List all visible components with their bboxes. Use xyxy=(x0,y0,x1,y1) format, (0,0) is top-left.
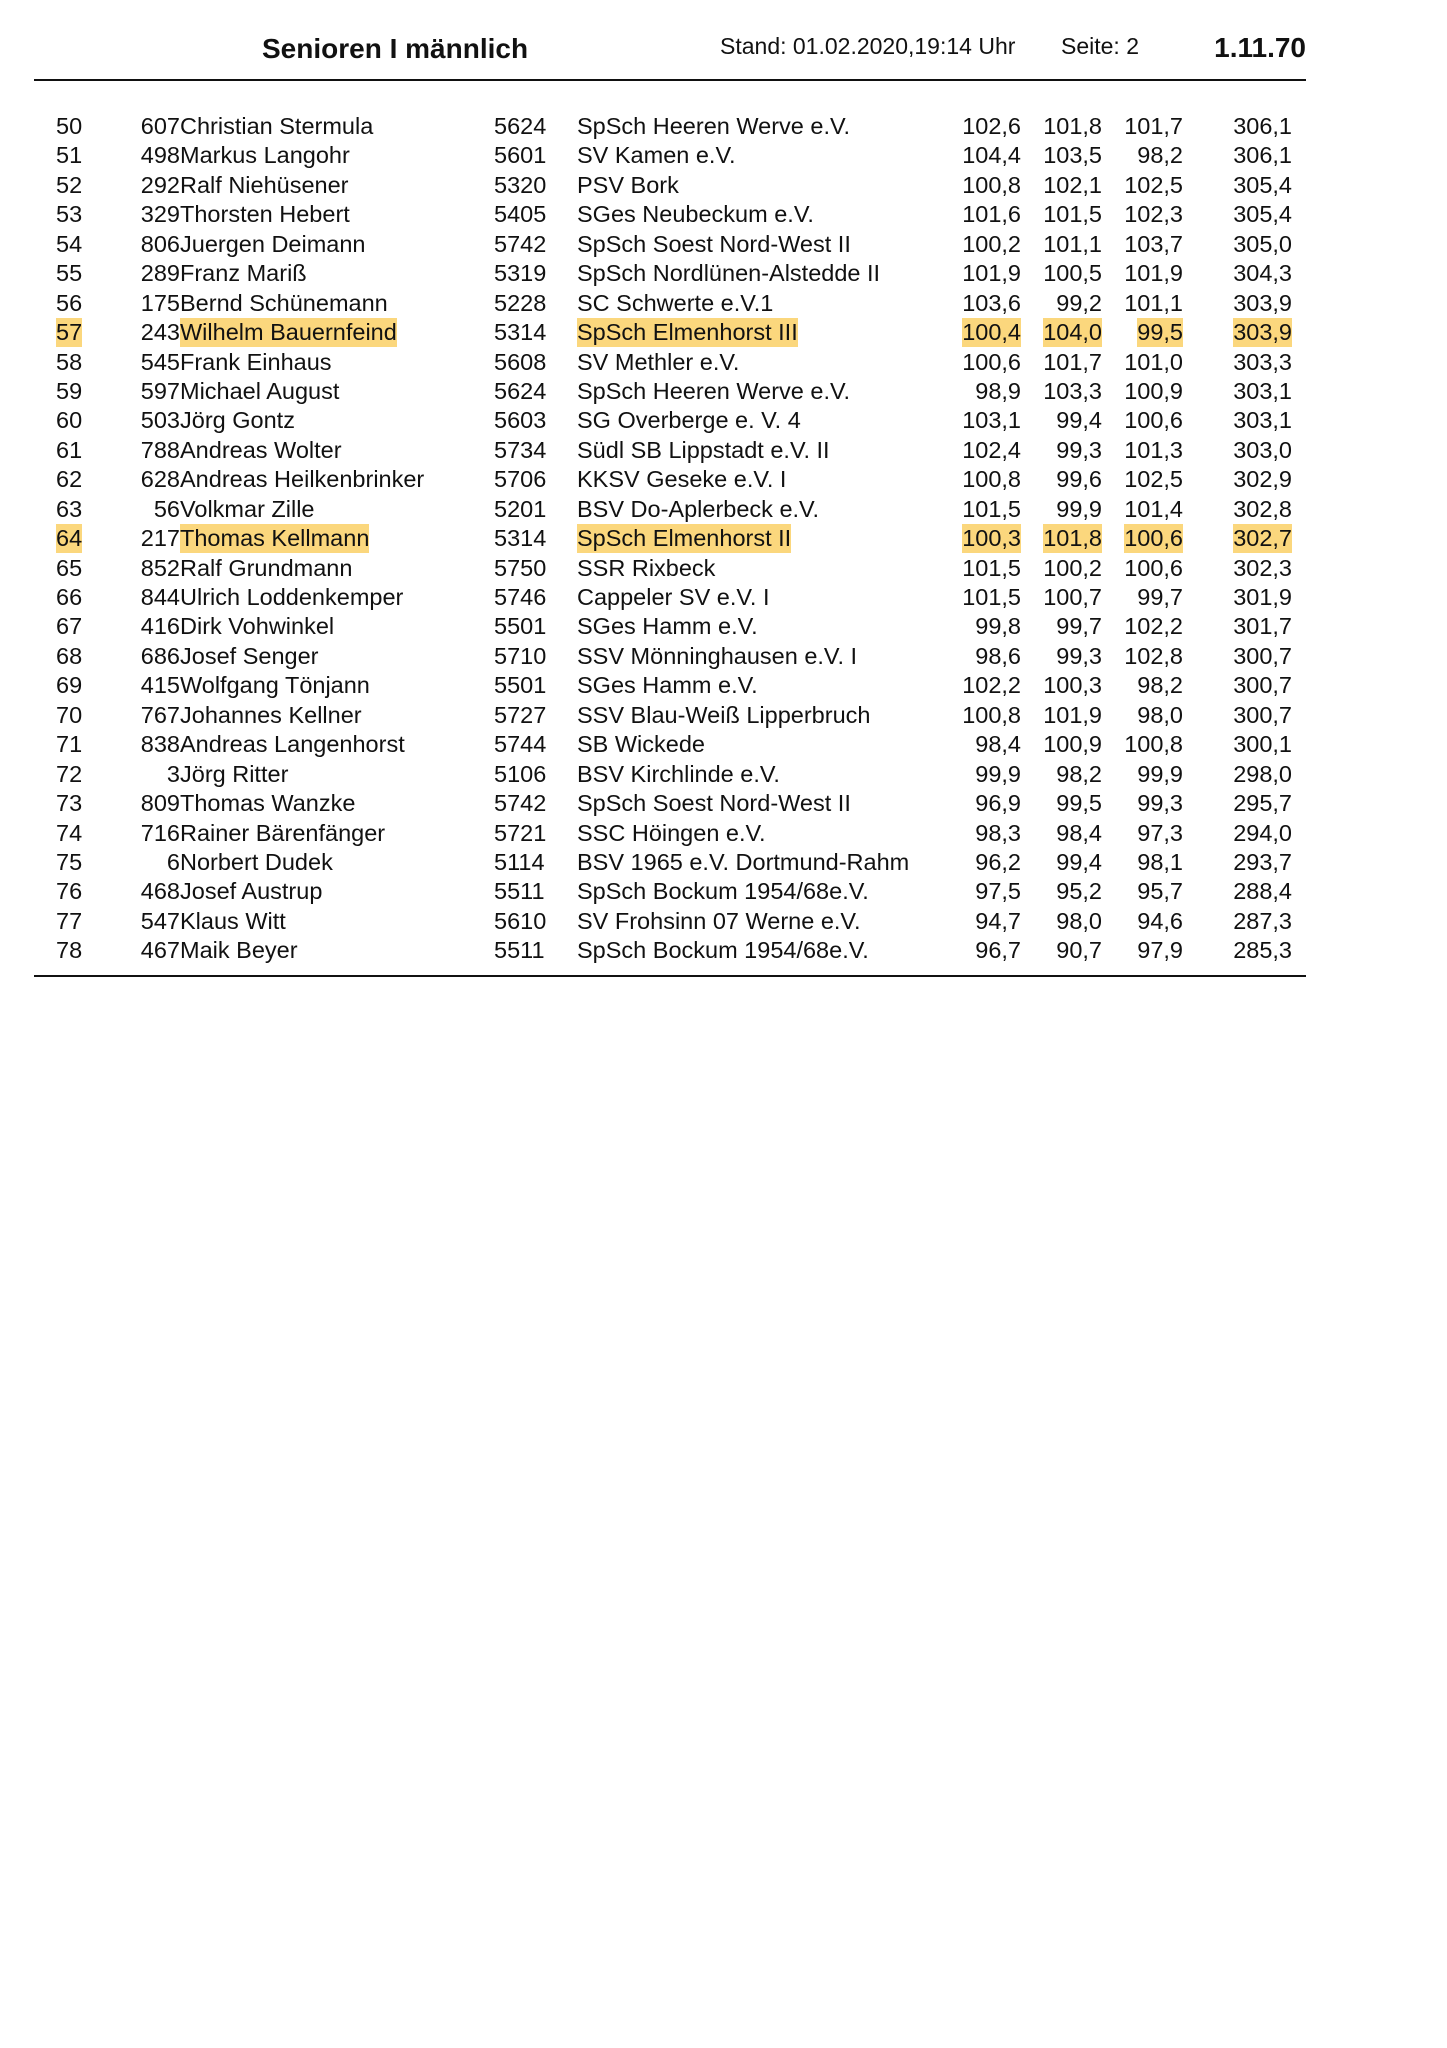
start-number-cell: 217 xyxy=(140,525,180,552)
club-name-cell: SSR Rixbeck xyxy=(577,554,716,581)
series-2-cell: 100,9 xyxy=(1043,731,1102,758)
series-2-cell: 95,2 xyxy=(1056,878,1102,905)
series-1-cell: 100,2 xyxy=(962,230,1021,257)
series-2-cell: 99,7 xyxy=(1056,613,1102,640)
table-row xyxy=(34,495,1306,524)
series-2-cell: 101,1 xyxy=(1043,230,1102,257)
club-name-cell: SSV Blau-Weiß Lipperbruch xyxy=(577,701,871,728)
series-3-cell: 99,7 xyxy=(1137,584,1183,610)
series-3-cell: 99,3 xyxy=(1137,790,1183,817)
rank-cell: 55 xyxy=(56,260,83,287)
table-row xyxy=(34,348,1306,377)
series-3-cell: 99,9 xyxy=(1137,760,1183,787)
series-2-cell: 103,5 xyxy=(1043,142,1102,169)
series-2-cell: 100,5 xyxy=(1043,260,1102,287)
start-number-cell: 243 xyxy=(140,319,180,346)
series-1-cell: 97,5 xyxy=(975,878,1021,905)
rank-cell: 54 xyxy=(56,230,83,257)
start-number-cell: 716 xyxy=(140,819,180,846)
start-number-cell: 844 xyxy=(140,584,180,610)
club-name-cell: BSV 1965 e.V. Dortmund-Rahm xyxy=(577,848,910,875)
total-cell: 306,1 xyxy=(1233,142,1292,169)
shooter-name-cell: Norbert Dudek xyxy=(180,848,333,875)
series-1-cell: 103,6 xyxy=(962,289,1021,316)
shooter-name-cell: Ralf Grundmann xyxy=(180,554,353,581)
shooter-name-cell: Juergen Deimann xyxy=(180,230,366,257)
club-name-cell: SpSch Nordlünen-Alstedde II xyxy=(577,260,881,287)
series-1-cell: 96,2 xyxy=(975,848,1021,875)
series-3-cell: 100,8 xyxy=(1124,731,1183,758)
total-cell: 300,7 xyxy=(1233,672,1292,699)
total-cell: 305,4 xyxy=(1233,171,1292,198)
category-code: 1.11.70 xyxy=(1214,32,1306,63)
club-name-cell: KKSV Geseke e.V. I xyxy=(577,466,787,493)
series-3-cell: 97,9 xyxy=(1137,937,1183,964)
start-number-cell: 597 xyxy=(140,377,180,404)
club-number-cell: 5314 xyxy=(494,319,547,346)
club-number-cell: 5201 xyxy=(494,495,547,522)
table-row xyxy=(34,819,1306,848)
rank-cell: 63 xyxy=(56,495,83,522)
rank-cell: 69 xyxy=(56,672,83,699)
series-3-cell: 102,5 xyxy=(1124,171,1183,198)
series-2-cell: 101,9 xyxy=(1043,701,1102,728)
table-row xyxy=(34,760,1306,789)
series-1-cell: 96,7 xyxy=(975,937,1021,964)
club-name-cell: SpSch Elmenhorst III xyxy=(577,319,798,346)
stand-timestamp: Stand: 01.02.2020,19:14 Uhr xyxy=(720,33,1016,59)
start-number-cell: 788 xyxy=(140,436,180,463)
series-3-cell: 100,9 xyxy=(1124,377,1183,404)
series-3-cell: 94,6 xyxy=(1137,907,1183,934)
table-row xyxy=(34,848,1306,877)
series-1-cell: 100,6 xyxy=(962,348,1021,375)
total-cell: 288,4 xyxy=(1233,878,1292,905)
start-number-cell: 292 xyxy=(140,171,180,198)
series-2-cell: 98,2 xyxy=(1056,760,1102,787)
table-row xyxy=(34,259,1306,288)
club-name-cell: Südl SB Lippstadt e.V. II xyxy=(577,436,830,463)
header-divider xyxy=(34,79,1306,81)
table-row xyxy=(34,907,1306,936)
rank-cell: 72 xyxy=(56,760,83,787)
series-3-cell: 100,6 xyxy=(1124,407,1183,434)
start-number-cell: 415 xyxy=(140,672,180,699)
series-3-cell: 102,2 xyxy=(1124,613,1183,640)
club-name-cell: SGes Hamm e.V. xyxy=(577,613,758,640)
series-1-cell: 102,6 xyxy=(962,113,1021,139)
club-name-cell: SB Wickede xyxy=(577,731,705,758)
series-2-cell: 100,2 xyxy=(1043,554,1102,581)
club-number-cell: 5624 xyxy=(494,377,547,404)
club-number-cell: 5750 xyxy=(494,554,547,581)
club-number-cell: 5744 xyxy=(494,731,547,758)
series-1-cell: 100,3 xyxy=(962,525,1021,552)
total-cell: 300,7 xyxy=(1233,642,1292,669)
shooter-name-cell: Dirk Vohwinkel xyxy=(180,613,335,640)
rank-cell: 61 xyxy=(56,436,83,463)
series-2-cell: 103,3 xyxy=(1043,377,1102,404)
start-number-cell: 329 xyxy=(140,201,180,228)
series-1-cell: 99,8 xyxy=(975,613,1021,640)
total-cell: 295,7 xyxy=(1233,790,1292,817)
club-name-cell: SpSch Soest Nord-West II xyxy=(577,790,851,817)
club-name-cell: SpSch Bockum 1954/68e.V. xyxy=(577,937,869,964)
club-number-cell: 5603 xyxy=(494,407,547,434)
shooter-name-cell: Andreas Langenhorst xyxy=(180,731,405,758)
club-number-cell: 5106 xyxy=(494,760,547,787)
total-cell: 285,3 xyxy=(1233,937,1292,964)
series-2-cell: 99,3 xyxy=(1056,642,1102,669)
series-1-cell: 98,6 xyxy=(975,642,1021,669)
club-number-cell: 5710 xyxy=(494,642,547,669)
results-table xyxy=(34,112,1306,966)
rank-cell: 51 xyxy=(56,142,83,169)
table-row xyxy=(34,171,1306,200)
table-row xyxy=(34,936,1306,965)
rank-cell: 56 xyxy=(56,289,83,316)
start-number-cell: 503 xyxy=(140,407,180,434)
club-number-cell: 5742 xyxy=(494,790,547,817)
rank-cell: 58 xyxy=(56,348,83,375)
series-2-cell: 90,7 xyxy=(1056,937,1102,964)
series-1-cell: 98,9 xyxy=(975,377,1021,404)
shooter-name-cell: Jörg Gontz xyxy=(180,407,295,434)
shooter-name-cell: Jörg Ritter xyxy=(180,760,289,787)
table-row xyxy=(34,524,1306,553)
club-number-cell: 5706 xyxy=(494,466,547,493)
club-number-cell: 5314 xyxy=(494,525,547,552)
table-row xyxy=(34,289,1306,318)
table-row xyxy=(34,377,1306,406)
series-3-cell: 101,9 xyxy=(1124,260,1183,287)
table-row xyxy=(34,730,1306,759)
rank-cell: 70 xyxy=(56,701,83,728)
series-1-cell: 101,5 xyxy=(962,584,1021,610)
series-1-cell: 104,4 xyxy=(962,142,1021,169)
club-name-cell: SV Frohsinn 07 Werne e.V. xyxy=(577,907,861,934)
club-name-cell: SG Overberge e. V. 4 xyxy=(577,407,801,434)
total-cell: 287,3 xyxy=(1233,907,1292,934)
series-3-cell: 101,1 xyxy=(1124,289,1183,316)
table-row xyxy=(34,701,1306,730)
rank-cell: 50 xyxy=(56,113,83,139)
series-1-cell: 98,3 xyxy=(975,819,1021,846)
rank-cell: 73 xyxy=(56,790,83,817)
series-2-cell: 98,0 xyxy=(1056,907,1102,934)
start-number-cell: 545 xyxy=(140,348,180,375)
start-number-cell: 806 xyxy=(140,230,180,257)
club-name-cell: Cappeler SV e.V. I xyxy=(577,584,770,610)
start-number-cell: 175 xyxy=(140,289,180,316)
series-2-cell: 101,5 xyxy=(1043,201,1102,228)
rank-cell: 59 xyxy=(56,377,83,404)
series-2-cell: 99,4 xyxy=(1056,407,1102,434)
rank-cell: 76 xyxy=(56,878,83,905)
series-2-cell: 101,7 xyxy=(1043,348,1102,375)
series-2-cell: 100,7 xyxy=(1043,584,1102,610)
shooter-name-cell: Rainer Bärenfänger xyxy=(180,819,386,846)
series-2-cell: 99,2 xyxy=(1056,289,1102,316)
page-header xyxy=(34,28,1306,76)
series-2-cell: 99,4 xyxy=(1056,848,1102,875)
club-number-cell: 5742 xyxy=(494,230,547,257)
club-number-cell: 5727 xyxy=(494,701,547,728)
series-3-cell: 102,8 xyxy=(1124,642,1183,669)
club-number-cell: 5319 xyxy=(494,260,547,287)
shooter-name-cell: Andreas Heilkenbrinker xyxy=(180,466,425,493)
table-row xyxy=(34,877,1306,906)
total-cell: 302,7 xyxy=(1233,525,1292,552)
club-number-cell: 5746 xyxy=(494,584,547,610)
club-number-cell: 5721 xyxy=(494,819,547,846)
rank-cell: 67 xyxy=(56,613,83,640)
table-row xyxy=(34,671,1306,700)
shooter-name-cell: Frank Einhaus xyxy=(180,348,332,375)
rank-cell: 65 xyxy=(56,554,83,581)
shooter-name-cell: Michael August xyxy=(180,377,340,404)
club-number-cell: 5608 xyxy=(494,348,547,375)
start-number-cell: 56 xyxy=(153,495,180,522)
club-name-cell: BSV Do-Aplerbeck e.V. xyxy=(577,495,820,522)
total-cell: 294,0 xyxy=(1233,819,1292,846)
start-number-cell: 6 xyxy=(166,848,180,875)
shooter-name-cell: Ulrich Loddenkemper xyxy=(180,584,404,610)
total-cell: 303,3 xyxy=(1233,348,1292,375)
series-3-cell: 99,5 xyxy=(1137,319,1183,346)
series-3-cell: 98,2 xyxy=(1137,142,1183,169)
club-number-cell: 5501 xyxy=(494,613,547,640)
series-2-cell: 100,3 xyxy=(1043,672,1102,699)
series-2-cell: 101,8 xyxy=(1043,113,1102,139)
series-1-cell: 102,2 xyxy=(962,672,1021,699)
total-cell: 293,7 xyxy=(1233,848,1292,875)
series-3-cell: 98,0 xyxy=(1137,701,1183,728)
table-row xyxy=(34,612,1306,641)
shooter-name-cell: Thomas Kellmann xyxy=(180,525,370,552)
club-name-cell: BSV Kirchlinde e.V. xyxy=(577,760,780,787)
rank-cell: 60 xyxy=(56,407,83,434)
shooter-name-cell: Wolfgang Tönjann xyxy=(180,672,370,699)
series-1-cell: 101,5 xyxy=(962,495,1021,522)
series-1-cell: 100,8 xyxy=(962,171,1021,198)
table-row xyxy=(34,436,1306,465)
table-row xyxy=(34,318,1306,347)
shooter-name-cell: Thomas Wanzke xyxy=(180,790,356,817)
start-number-cell: 686 xyxy=(140,642,180,669)
rank-cell: 53 xyxy=(56,201,83,228)
series-3-cell: 101,4 xyxy=(1124,495,1183,522)
total-cell: 301,7 xyxy=(1233,613,1292,640)
start-number-cell: 838 xyxy=(140,731,180,758)
shooter-name-cell: Volkmar Zille xyxy=(180,495,315,522)
total-cell: 303,9 xyxy=(1233,319,1292,346)
club-name-cell: SpSch Elmenhorst II xyxy=(577,525,792,552)
rank-cell: 57 xyxy=(56,319,83,346)
total-cell: 298,0 xyxy=(1233,760,1292,787)
total-cell: 304,3 xyxy=(1233,260,1292,287)
club-number-cell: 5114 xyxy=(494,848,545,875)
club-name-cell: SpSch Bockum 1954/68e.V. xyxy=(577,878,869,905)
series-3-cell: 98,2 xyxy=(1137,672,1183,699)
series-2-cell: 102,1 xyxy=(1043,171,1102,198)
series-3-cell: 98,1 xyxy=(1137,848,1183,875)
series-3-cell: 102,3 xyxy=(1124,201,1183,228)
total-cell: 302,8 xyxy=(1233,495,1292,522)
total-cell: 303,1 xyxy=(1233,407,1292,434)
series-2-cell: 101,8 xyxy=(1043,525,1102,552)
start-number-cell: 547 xyxy=(140,907,180,934)
start-number-cell: 852 xyxy=(140,554,180,581)
footer-divider xyxy=(34,975,1306,977)
series-3-cell: 101,7 xyxy=(1124,113,1183,139)
rank-cell: 78 xyxy=(56,937,83,964)
club-number-cell: 5320 xyxy=(494,171,547,198)
club-number-cell: 5405 xyxy=(494,201,547,228)
shooter-name-cell: Wilhelm Bauernfeind xyxy=(180,319,397,346)
series-3-cell: 100,6 xyxy=(1124,554,1183,581)
shooter-name-cell: Bernd Schünemann xyxy=(180,289,388,316)
club-name-cell: SGes Hamm e.V. xyxy=(577,672,758,699)
series-1-cell: 100,8 xyxy=(962,466,1021,493)
series-3-cell: 102,5 xyxy=(1124,466,1183,493)
shooter-name-cell: Josef Senger xyxy=(180,642,319,669)
club-number-cell: 5228 xyxy=(494,289,547,316)
club-name-cell: SV Methler e.V. xyxy=(577,348,740,375)
shooter-name-cell: Christian Stermula xyxy=(180,113,374,139)
club-name-cell: SSC Höingen e.V. xyxy=(577,819,766,846)
series-3-cell: 101,0 xyxy=(1124,348,1183,375)
total-cell: 302,9 xyxy=(1233,466,1292,493)
rank-cell: 68 xyxy=(56,642,83,669)
series-1-cell: 101,6 xyxy=(962,201,1021,228)
shooter-name-cell: Markus Langohr xyxy=(180,142,350,169)
series-1-cell: 102,4 xyxy=(962,436,1021,463)
shooter-name-cell: Thorsten Hebert xyxy=(180,201,350,228)
series-2-cell: 99,5 xyxy=(1056,790,1102,817)
total-cell: 303,0 xyxy=(1233,436,1292,463)
series-3-cell: 103,7 xyxy=(1124,230,1183,257)
series-1-cell: 98,4 xyxy=(975,731,1021,758)
rank-cell: 64 xyxy=(56,525,83,552)
total-cell: 300,7 xyxy=(1233,701,1292,728)
rank-cell: 75 xyxy=(56,848,83,875)
total-cell: 305,4 xyxy=(1233,201,1292,228)
rank-cell: 52 xyxy=(56,171,83,198)
club-name-cell: SGes Neubeckum e.V. xyxy=(577,201,814,228)
table-row xyxy=(34,200,1306,229)
series-1-cell: 94,7 xyxy=(975,907,1021,934)
club-name-cell: PSV Bork xyxy=(577,171,679,198)
club-number-cell: 5511 xyxy=(494,878,545,905)
series-3-cell: 97,3 xyxy=(1137,819,1183,846)
club-number-cell: 5624 xyxy=(494,113,547,139)
start-number-cell: 607 xyxy=(140,113,180,139)
series-3-cell: 95,7 xyxy=(1137,878,1183,905)
series-1-cell: 99,9 xyxy=(975,760,1021,787)
shooter-name-cell: Andreas Wolter xyxy=(180,436,342,463)
shooter-name-cell: Ralf Niehüsener xyxy=(180,171,349,198)
rank-cell: 66 xyxy=(56,584,83,610)
table-row xyxy=(34,554,1306,583)
total-cell: 305,0 xyxy=(1233,230,1292,257)
club-number-cell: 5511 xyxy=(494,937,545,964)
start-number-cell: 3 xyxy=(166,760,180,787)
shooter-name-cell: Josef Austrup xyxy=(180,878,323,905)
series-2-cell: 99,9 xyxy=(1056,495,1102,522)
page-number: Seite: 2 xyxy=(1061,33,1139,59)
rank-cell: 71 xyxy=(56,731,83,758)
series-1-cell: 100,8 xyxy=(962,701,1021,728)
start-number-cell: 467 xyxy=(140,937,180,964)
page-title: Senioren I männlich xyxy=(262,33,529,64)
start-number-cell: 416 xyxy=(140,613,180,640)
total-cell: 301,9 xyxy=(1233,584,1292,610)
table-row xyxy=(34,112,1306,141)
shooter-name-cell: Klaus Witt xyxy=(180,907,286,934)
series-1-cell: 101,9 xyxy=(962,260,1021,287)
series-1-cell: 96,9 xyxy=(975,790,1021,817)
series-3-cell: 101,3 xyxy=(1124,436,1183,463)
club-number-cell: 5601 xyxy=(494,142,547,169)
club-number-cell: 5734 xyxy=(494,436,547,463)
start-number-cell: 289 xyxy=(140,260,180,287)
total-cell: 302,3 xyxy=(1233,554,1292,581)
total-cell: 306,1 xyxy=(1233,113,1292,139)
series-2-cell: 104,0 xyxy=(1043,319,1102,346)
series-2-cell: 98,4 xyxy=(1056,819,1102,846)
rank-cell: 62 xyxy=(56,466,83,493)
club-number-cell: 5610 xyxy=(494,907,547,934)
start-number-cell: 628 xyxy=(140,466,180,493)
club-name-cell: SpSch Heeren Werve e.V. xyxy=(577,113,851,139)
table-row xyxy=(34,230,1306,259)
series-1-cell: 100,4 xyxy=(962,319,1021,346)
shooter-name-cell: Maik Beyer xyxy=(180,937,298,964)
table-row xyxy=(34,406,1306,435)
total-cell: 303,9 xyxy=(1233,289,1292,316)
series-1-cell: 103,1 xyxy=(962,407,1021,434)
table-row xyxy=(34,141,1306,170)
club-number-cell: 5501 xyxy=(494,672,547,699)
shooter-name-cell: Franz Mariß xyxy=(180,260,307,287)
shooter-name-cell: Johannes Kellner xyxy=(180,701,362,728)
series-2-cell: 99,6 xyxy=(1056,466,1102,493)
total-cell: 303,1 xyxy=(1233,377,1292,404)
start-number-cell: 468 xyxy=(140,878,180,905)
table-row xyxy=(34,583,1306,612)
table-row xyxy=(34,642,1306,671)
total-cell: 300,1 xyxy=(1233,731,1292,758)
start-number-cell: 809 xyxy=(140,790,180,817)
table-row xyxy=(34,465,1306,494)
club-name-cell: SpSch Soest Nord-West II xyxy=(577,230,851,257)
club-name-cell: SC Schwerte e.V.1 xyxy=(577,289,774,316)
series-1-cell: 101,5 xyxy=(962,554,1021,581)
rank-cell: 77 xyxy=(56,907,83,934)
table-row xyxy=(34,789,1306,818)
series-3-cell: 100,6 xyxy=(1124,525,1183,552)
start-number-cell: 767 xyxy=(140,701,180,728)
club-name-cell: SSV Mönninghausen e.V. I xyxy=(577,642,858,669)
start-number-cell: 498 xyxy=(140,142,180,169)
club-name-cell: SpSch Heeren Werve e.V. xyxy=(577,377,851,404)
series-2-cell: 99,3 xyxy=(1056,436,1102,463)
rank-cell: 74 xyxy=(56,819,83,846)
club-name-cell: SV Kamen e.V. xyxy=(577,142,736,169)
